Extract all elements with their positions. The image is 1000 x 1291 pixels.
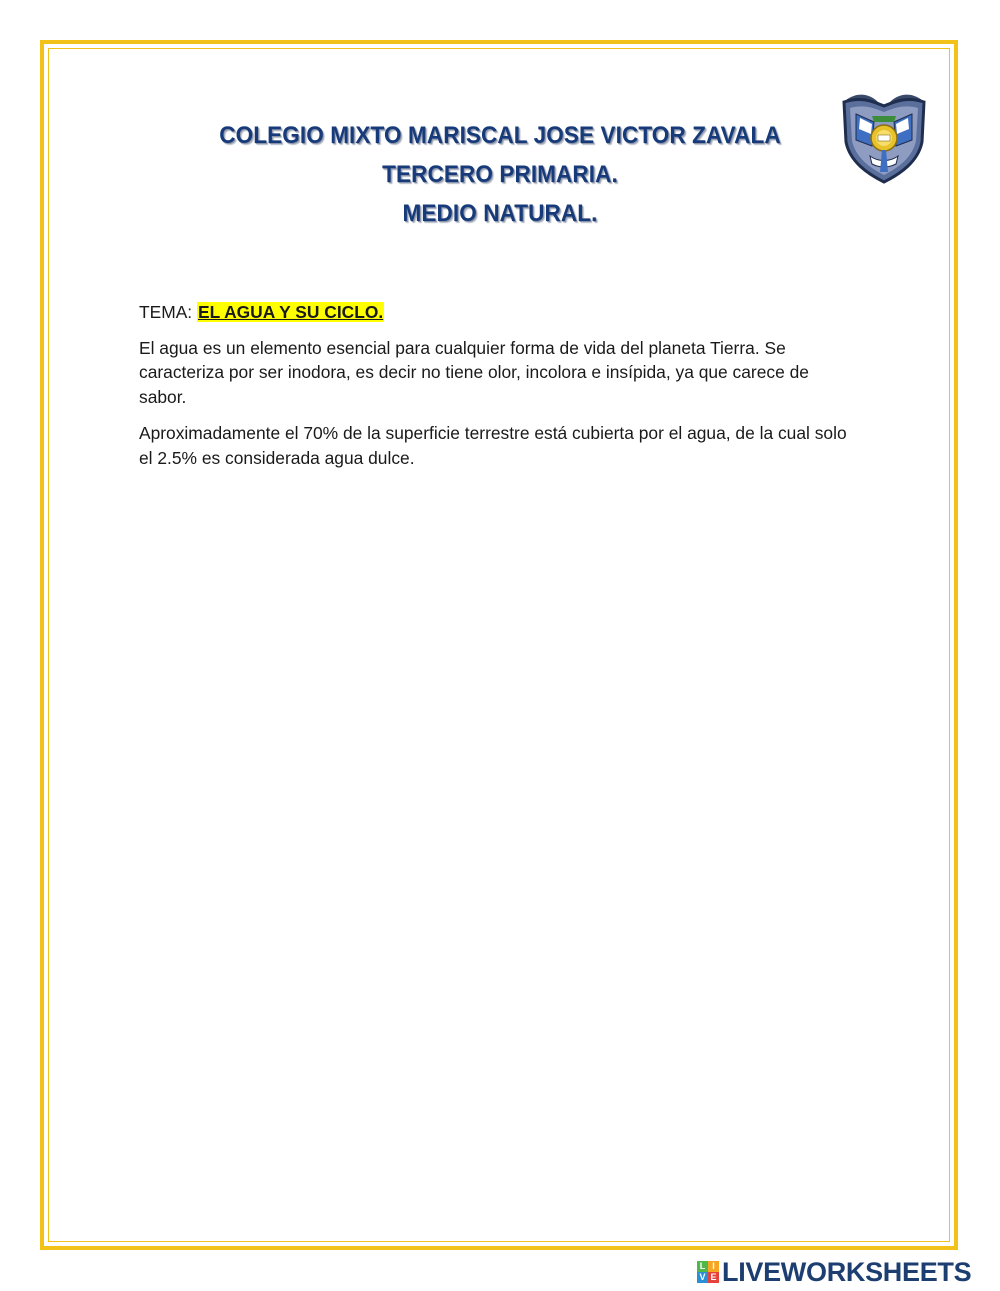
paragraph-water-coverage: Aproximadamente el 70% de la superficie terrestre está cubierta por el agua, de la cual solo el 2.5% es considerada agua dulce. [139,423,847,468]
liveworksheets-brand-text: LIVEWORKSHEETS [722,1256,972,1287]
topic-row [139,300,859,325]
subject-title: MEDIO NATURAL. [402,200,598,227]
school-name: COLEGIO MIXTO MARISCAL JOSE VICTOR ZAVALA [219,122,781,149]
grade-level: TERCERO PRIMARIA. [382,161,618,188]
topic-value: EL AGUA Y SU CICLO. [197,302,384,322]
paragraph-water-description: El agua es un elemento esencial para cualquier forma de vida del planeta Tierra. Se caracteriza por ser inodora, es decir no tiene olor, incolora e insípida, ya que carece de sabor. [139,337,809,407]
document-header [140,116,860,233]
liveworksheets-mark-icon: L I V E [697,1261,719,1283]
liveworksheets-logo[interactable] [697,1258,971,1286]
school-crest-icon [838,86,930,184]
topic-label: TEMA: [139,302,193,322]
document-body [139,300,859,482]
